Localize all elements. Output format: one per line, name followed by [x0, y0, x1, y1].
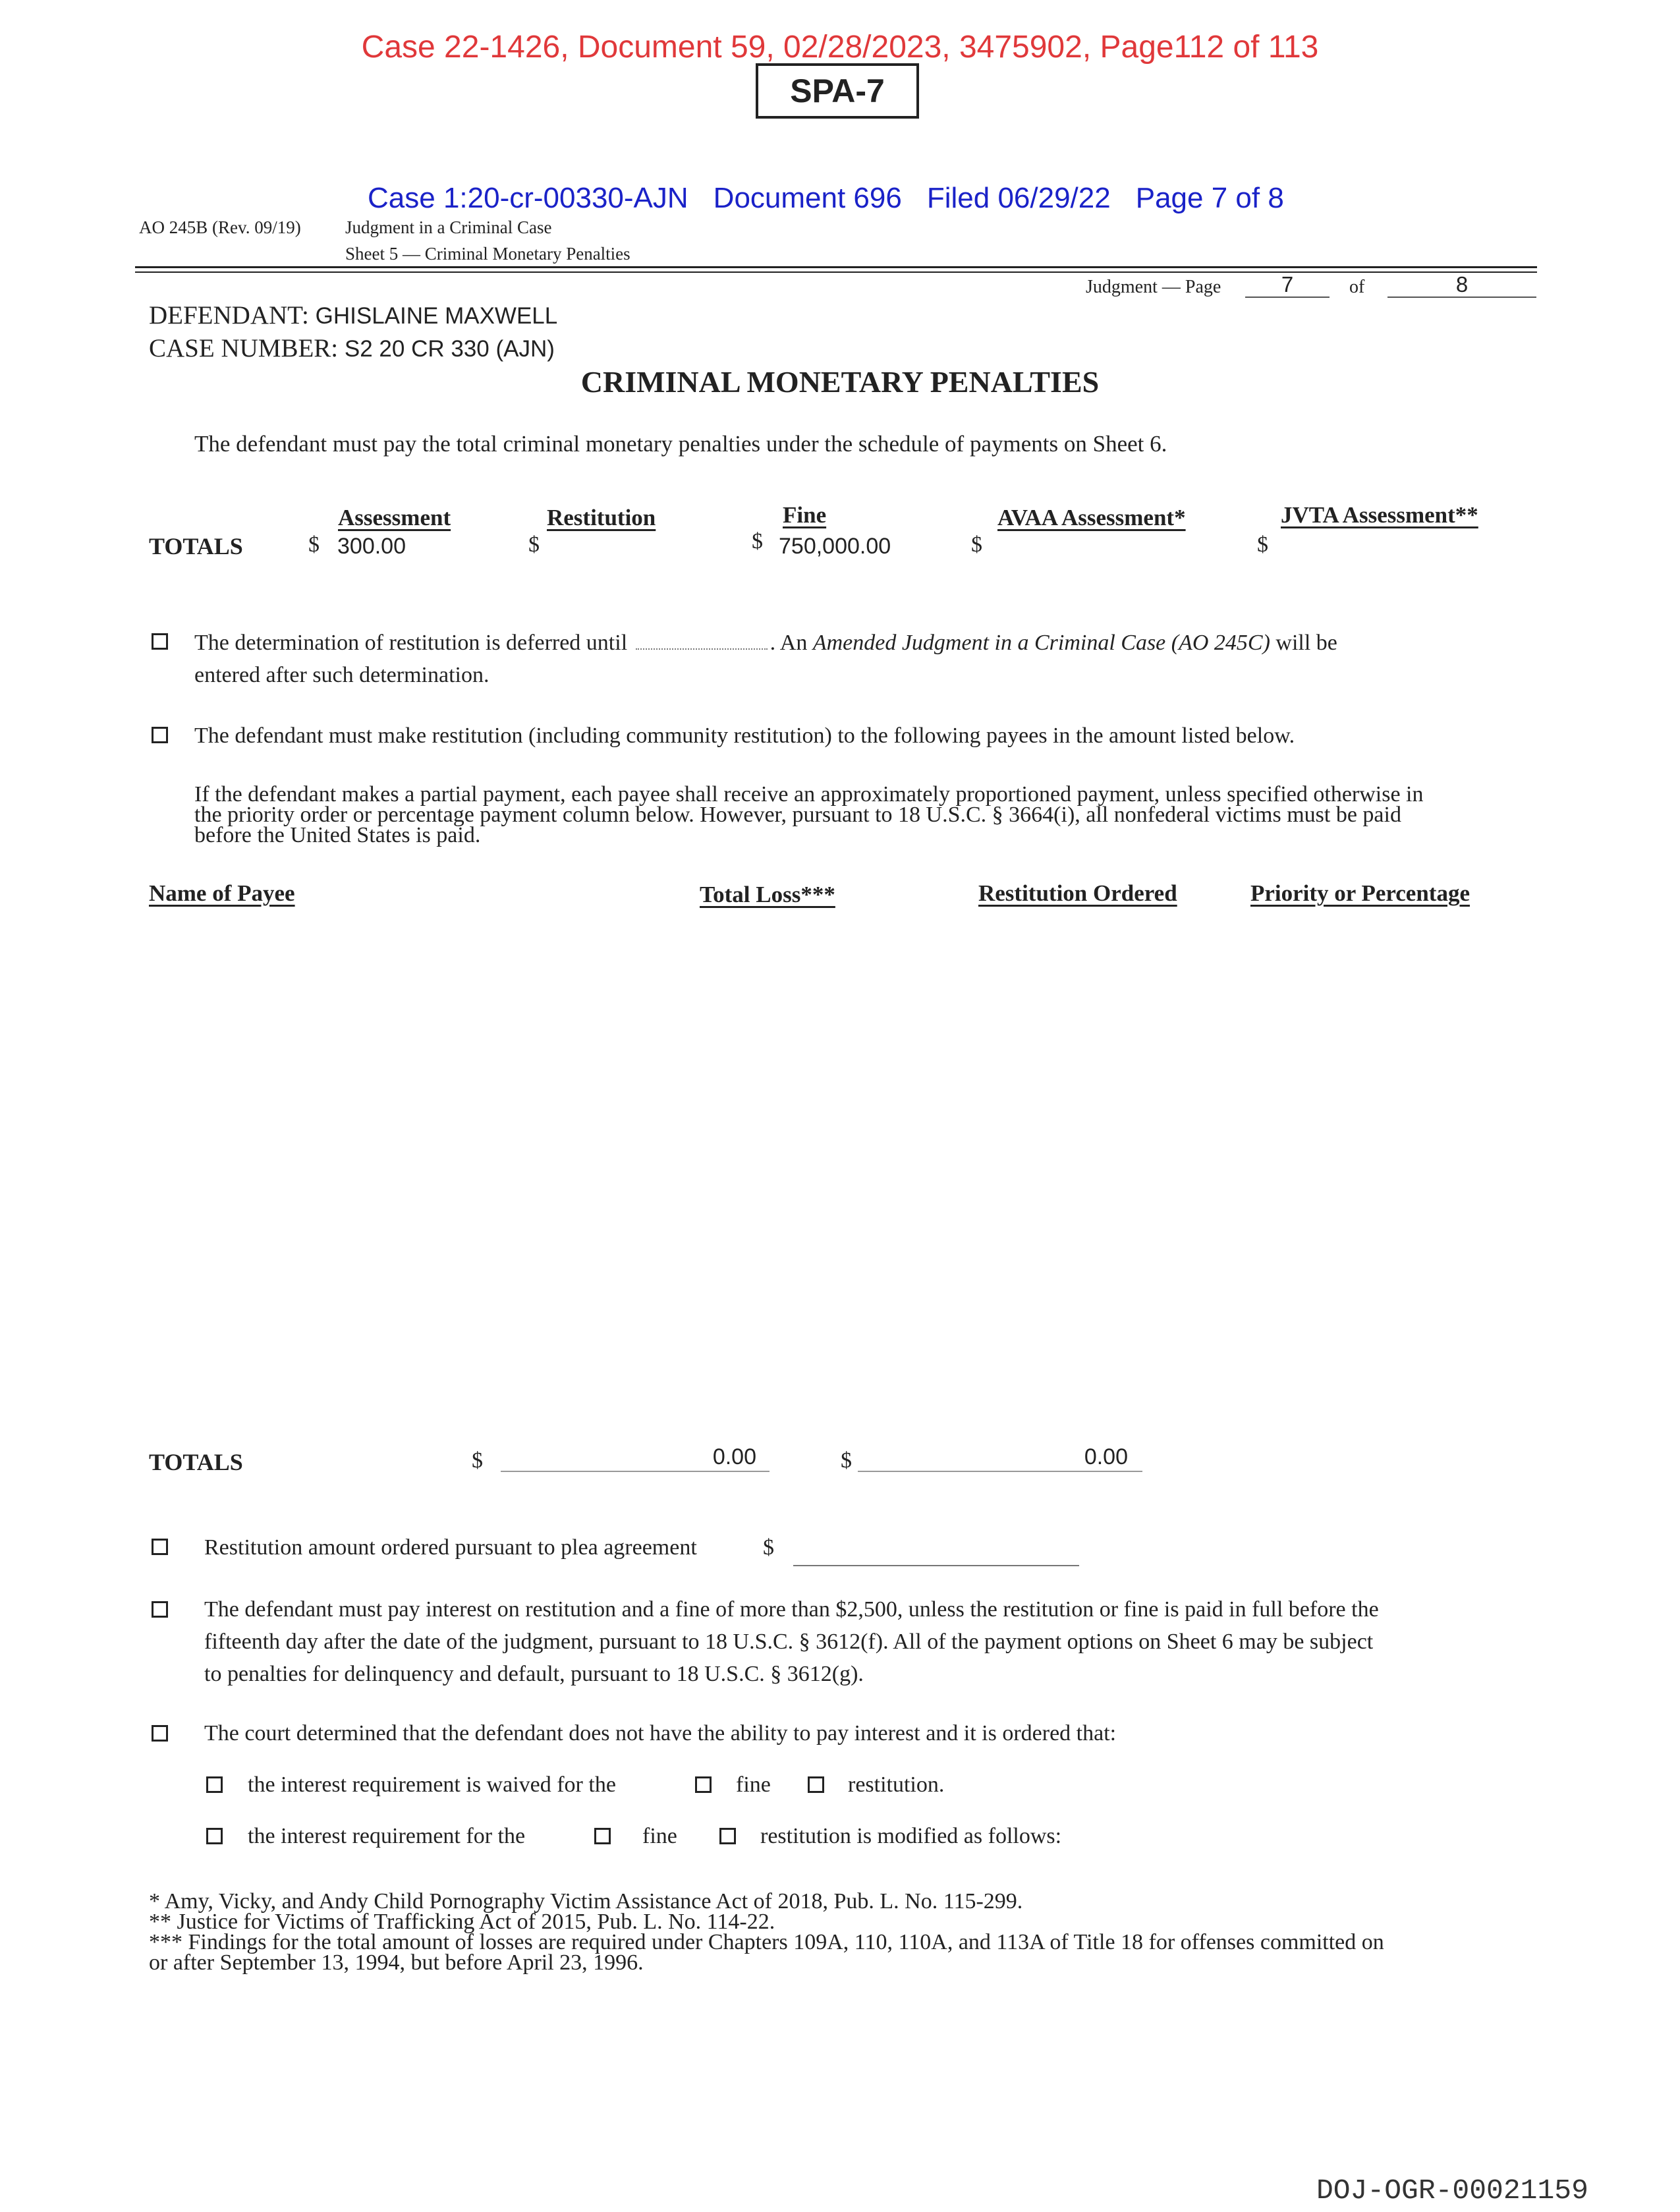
interest-checkbox[interactable] [152, 1601, 168, 1618]
bates-number: DOJ-OGR-00021159 [1316, 2174, 1588, 2207]
plea-amount-blank[interactable] [793, 1565, 1079, 1566]
defendant-row [149, 300, 557, 330]
waived-checkbox[interactable] [206, 1776, 223, 1793]
community-restitution-checkbox[interactable] [152, 727, 168, 743]
footnote-findings-2: or after September 13, 1994, but before April 23, 1996. [149, 1950, 644, 1975]
jvta-currency: $ [1257, 532, 1268, 557]
case-number-label: CASE NUMBER: [149, 334, 339, 362]
restitution-ordered-header: Restitution Ordered [978, 880, 1177, 906]
waived-text: the interest requirement is waived for the [248, 1772, 616, 1797]
appellate-case-header: Case 22-1426, Document 59, 02/28/2023, 3475902, Page112 of 113 [361, 30, 1319, 65]
restitution-ordered-currency: $ [841, 1448, 852, 1473]
of-label: of [1349, 277, 1365, 297]
case-number-value: S2 20 CR 330 (AJN) [344, 336, 555, 362]
partial-payment-line-1: If the defendant makes a partial payment, each payee shall receive an approximately proportioned payment, unless specified otherwise in [194, 782, 1424, 807]
deferred-line2: entered after such determination. [194, 663, 490, 687]
district-case-header [368, 182, 1284, 215]
deferred-text-before: The determination of restitution is deferred until [194, 631, 628, 655]
waived-fine-label: fine [736, 1772, 771, 1797]
fine-value: 750,000.00 [779, 534, 891, 559]
interest-line-2: fifteenth day after the date of the judgment, pursuant to 18 U.S.C. § 3612(f). All of the payment options on Sheet 6 may be subject [204, 1630, 1374, 1654]
defendant-label: DEFENDANT: [149, 301, 309, 329]
case-number-row [149, 333, 555, 363]
assessment-header: Assessment [338, 505, 451, 530]
total-loss-total: 0.00 [501, 1443, 770, 1472]
footnote-avaa: * Amy, Vicky, and Andy Child Pornography Victim Assistance Act of 2018, Pub. L. No. 115-299. [149, 1889, 1023, 1914]
modified-fine-label: fine [642, 1824, 677, 1848]
jvta-assessment-header: JVTA Assessment** [1281, 502, 1478, 528]
page-title: CRIMINAL MONETARY PENALTIES [580, 365, 1100, 399]
avaa-assessment-header: AVAA Assessment* [997, 505, 1186, 530]
footnote-jvta: ** Justice for Victims of Trafficking Act of 2015, Pub. L. No. 114-22. [149, 1910, 775, 1934]
ability-checkbox[interactable] [152, 1725, 168, 1742]
payee-totals-label: TOTALS [149, 1449, 243, 1475]
waived-fine-checkbox[interactable] [695, 1776, 712, 1793]
waived-restitution-checkbox[interactable] [808, 1776, 824, 1793]
modified-text: the interest requirement for the [248, 1824, 526, 1848]
ability-text: The court determined that the defendant does not have the ability to pay interest and it is ordered that: [204, 1721, 1117, 1745]
modified-restitution-checkbox[interactable] [719, 1828, 736, 1844]
judgment-page-number: 7 [1245, 273, 1330, 298]
restitution-header: Restitution [547, 505, 656, 530]
modified-restitution-label: restitution is modified as follows: [760, 1824, 1062, 1848]
deferred-date-blank[interactable] [636, 648, 768, 650]
spa-label-box: SPA-7 [756, 63, 919, 119]
defendant-name: GHISLAINE MAXWELL [315, 303, 558, 329]
judgment-total-pages: 8 [1387, 273, 1536, 298]
district-document: Document 696 [713, 182, 902, 214]
waived-restitution-label: restitution. [848, 1772, 945, 1797]
deferred-text-will-be: will be [1275, 631, 1337, 655]
priority-percentage-header: Priority or Percentage [1250, 880, 1470, 906]
form-title: Judgment in a Criminal Case [345, 217, 552, 237]
totals-row-label: TOTALS [149, 533, 243, 559]
restitution-currency: $ [528, 532, 540, 557]
header-rule-top [135, 266, 1537, 268]
avaa-currency: $ [971, 532, 982, 557]
district-page: Page 7 of 8 [1135, 182, 1284, 214]
intro-text: The defendant must pay the total criminal monetary penalties under the schedule of payments on Sheet 6. [194, 431, 1167, 457]
assessment-currency: $ [308, 532, 320, 557]
deferred-text-after: . An [770, 631, 808, 655]
total-loss-currency: $ [472, 1448, 483, 1473]
interest-line-3: to penalties for delinquency and default, pursuant to 18 U.S.C. § 3612(g). [204, 1662, 864, 1686]
community-restitution-text: The defendant must make restitution (including community restitution) to the following payees in the amount listed below. [194, 723, 1295, 748]
plea-currency: $ [763, 1535, 774, 1560]
plea-agreement-checkbox[interactable] [152, 1539, 168, 1555]
total-loss-header: Total Loss*** [700, 882, 835, 907]
partial-payment-line-2: the priority order or percentage payment column below. However, pursuant to 18 U.S.C. § 3664(i), all nonfederal victims must be paid [194, 803, 1401, 827]
fine-currency: $ [752, 529, 763, 553]
form-id: AO 245B (Rev. 09/19) [139, 217, 301, 237]
plea-agreement-text: Restitution amount ordered pursuant to plea agreement [204, 1535, 697, 1560]
deferred-restitution-checkbox[interactable] [152, 633, 168, 650]
assessment-value: 300.00 [337, 534, 406, 559]
judgment-page-label: Judgment — Page [1086, 277, 1221, 297]
interest-line-1: The defendant must pay interest on restitution and a fine of more than $2,500, unless the restitution or fine is paid in full before the [204, 1597, 1379, 1622]
amended-judgment-italic: Amended Judgment in a Criminal Case (AO 245C) [812, 631, 1270, 655]
restitution-ordered-total: 0.00 [858, 1443, 1142, 1472]
modified-checkbox[interactable] [206, 1828, 223, 1844]
partial-payment-line-3: before the United States is paid. [194, 823, 481, 847]
district-case: Case 1:20-cr-00330-AJN [368, 182, 688, 214]
modified-fine-checkbox[interactable] [594, 1828, 611, 1844]
footnote-findings-1: *** Findings for the total amount of losses are required under Chapters 109A, 110, 110A, and 113A of Title 18 for offenses committed on [149, 1930, 1384, 1954]
fine-header: Fine [783, 502, 827, 528]
deferred-restitution-text [194, 627, 1337, 659]
payee-name-header: Name of Payee [149, 880, 295, 906]
form-sheet: Sheet 5 — Criminal Monetary Penalties [345, 244, 630, 264]
district-filed: Filed 06/29/22 [926, 182, 1111, 214]
